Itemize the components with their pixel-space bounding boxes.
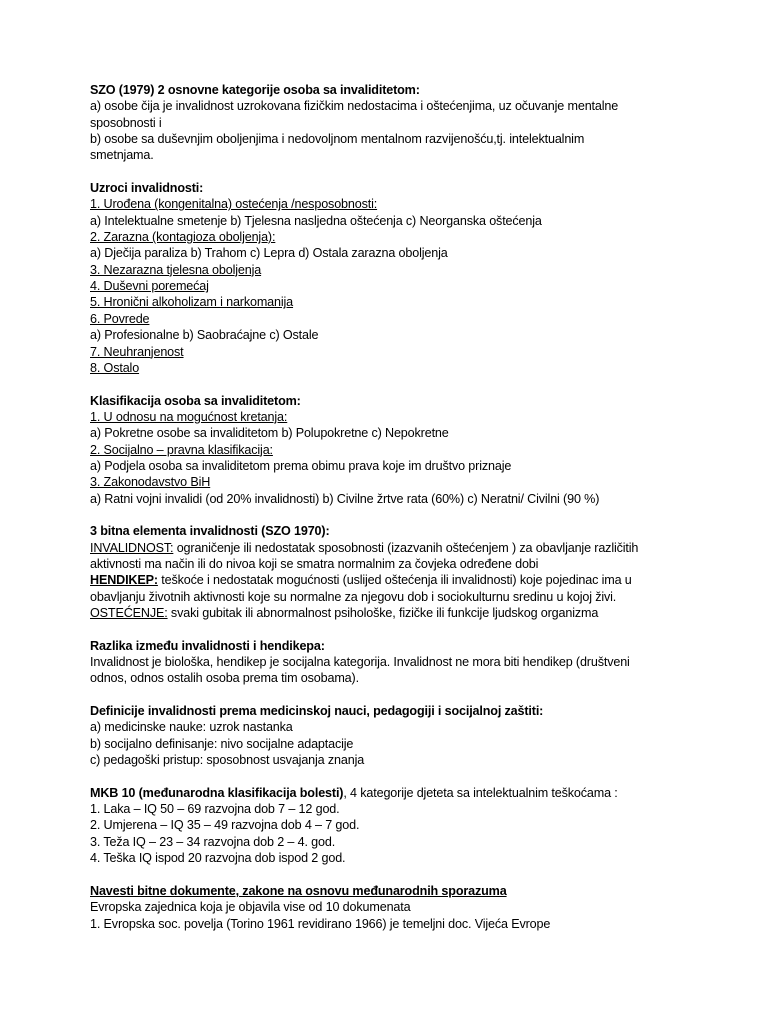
section-heading-who-1979: SZO (1979) 2 osnovne kategorije osoba sa invaliditetom:	[90, 83, 420, 97]
cause-item-3: 3. Nezarazna tjelesna oboljenja	[90, 262, 262, 277]
definition-ostecenje	[90, 605, 690, 621]
mkb-heading-bold: MKB 10 (međunarodna klasifikacija bolesti)	[90, 785, 344, 800]
cause-item-5: 5. Hronični alkoholizam i narkomanija	[90, 295, 294, 310]
cause-item-4: 4. Duševni poremećaj	[90, 279, 209, 294]
paragraph-line: Evropska zajednica koja je objavila vise od 10 dokumenata	[90, 900, 411, 915]
spacer	[90, 376, 690, 392]
paragraph-line: smetnjama.	[90, 148, 154, 163]
term-invalidnost: INVALIDNOST:	[90, 540, 174, 555]
section-heading-causes: Uzroci invalidnosti:	[90, 181, 204, 196]
list-item: 1. Laka – IQ 50 – 69 razvojna dob 7 – 12 god.	[90, 802, 340, 817]
cause-subitems-6: a) Profesionalne b) Saobraćajne c) Ostale	[90, 328, 319, 343]
definition-hendikep	[90, 572, 690, 588]
cause-subitems-2: a) Dječija paraliza b) Trahom c) Lepra d) Ostala zarazna oboljenja	[90, 246, 448, 261]
spacer	[90, 507, 690, 523]
section-heading-classification: Klasifikacija osoba sa invaliditetom:	[90, 393, 301, 408]
cause-item-6: 6. Povrede	[90, 311, 150, 326]
section-heading-elements: 3 bitna elementa invalidnosti (SZO 1970):	[90, 524, 330, 539]
definition-text: svaki gubitak ili abnormalnost psihološke, fizičke ili funkcije ljudskog organizma	[167, 606, 599, 620]
mkb-heading-rest: , 4 kategorije djeteta sa intelektualnim teškoćama :	[343, 785, 618, 800]
paragraph-line: b) osobe sa duševnjim oboljenjima i nedovoljnom mentalnom razvijenošću,tj. intelektualnim	[90, 132, 585, 147]
classification-subitems-2: a) Podjela osoba sa invaliditetom prema obimu prava koje im društvo priznaje	[90, 458, 512, 473]
list-item: a) medicinske nauke: uzrok nastanka	[90, 720, 293, 735]
definition-invalidnost	[90, 540, 690, 556]
classification-item-3: 3. Zakonodavstvo BiH	[90, 475, 211, 490]
cause-subitems-1: a) Intelektualne smetenje b) Tjelesna nasljedna oštećenja c) Neorganska oštećenja	[90, 213, 542, 228]
spacer	[90, 867, 690, 883]
definition-text: ograničenje ili nedostatak sposobnosti (izazvanih oštećenjem ) za obavljanje različitih	[173, 540, 639, 555]
list-item: 2. Umjerena – IQ 35 – 49 razvojna dob 4 – 7 god.	[90, 818, 360, 833]
section-heading-definitions: Definicije invalidnosti prema medicinskoj nauci, pedagogiji i socijalnoj zaštiti:	[90, 704, 544, 719]
paragraph-line: obavljanju životnih aktivnosti koje su normalne za njegovu dob i sociokulturnu sredinu u kojoj živi.	[90, 589, 617, 604]
cause-item-2: 2. Zarazna (kontagioza oboljenja):	[90, 230, 276, 245]
section-heading-mkb	[90, 785, 690, 801]
classification-subitems-1: a) Pokretne osobe sa invaliditetom b) Polupokretne c) Nepokretne	[90, 426, 449, 441]
cause-item-8: 8. Ostalo	[90, 360, 140, 375]
term-ostecenje: OSTEĆENJE:	[90, 606, 168, 620]
cause-item-7: 7. Neuhranjenost	[90, 344, 184, 359]
term-hendikep: HENDIKEP:	[90, 573, 158, 588]
spacer	[90, 164, 690, 180]
list-item: 3. Teža IQ – 23 – 34 razvojna dob 2 – 4. god.	[90, 834, 336, 849]
definition-text: teškoće i nedostatak mogućnosti (uslijed oštećenja ili invalidnosti) koje pojedinac ima u	[157, 573, 632, 588]
spacer	[90, 768, 690, 784]
list-item: 4. Teška IQ ispod 20 razvojna dob ispod 2 god.	[90, 851, 346, 866]
list-item: b) socijalno definisanje: nivo socijalne adaptacije	[90, 736, 354, 751]
document-body	[90, 82, 690, 932]
classification-item-1: 1. U odnosu na mogućnost kretanja:	[90, 409, 288, 424]
spacer	[90, 621, 690, 637]
spacer	[90, 687, 690, 703]
paragraph-line: 1. Evropska soc. povelja (Torino 1961 revidirano 1966) je temeljni doc. Vijeća Evrope	[90, 916, 551, 931]
list-item: c) pedagoški pristup: sposobnost usvajanja znanja	[90, 753, 365, 768]
classification-subitems-3: a) Ratni vojni invalidi (od 20% invalidnosti) b) Civilne žrtve rata (60%) c) Neratni/ Civilni (90 %)	[90, 491, 600, 506]
paragraph-line: odnos, odnos ostalih osoba prema tim osobama).	[90, 671, 359, 686]
paragraph-line: sposobnosti i	[90, 115, 162, 130]
classification-item-2: 2. Socijalno – pravna klasifikacija:	[90, 442, 273, 457]
section-heading-difference: Razlika između invalidnosti i hendikepa:	[90, 638, 325, 653]
paragraph-line: a) osobe čija je invalidnost uzrokovana fizičkim nedostacima i oštećenjima, uz očuvanje mentalne	[90, 99, 619, 114]
cause-item-1: 1. Urođena (kongenitalna) ostećenja /nesposobnosti:	[90, 197, 378, 212]
section-heading-documents: Navesti bitne dokumente, zakone na osnovu međunarodnih sporazuma	[90, 883, 507, 898]
paragraph-line: Invalidnost je biološka, hendikep je socijalna kategorija. Invalidnost ne mora biti hendikep (društveni	[90, 655, 630, 670]
paragraph-line: aktivnosti ma način ili do nivoa koji se smatra normalnim za čovjeka određene dobi	[90, 556, 539, 571]
